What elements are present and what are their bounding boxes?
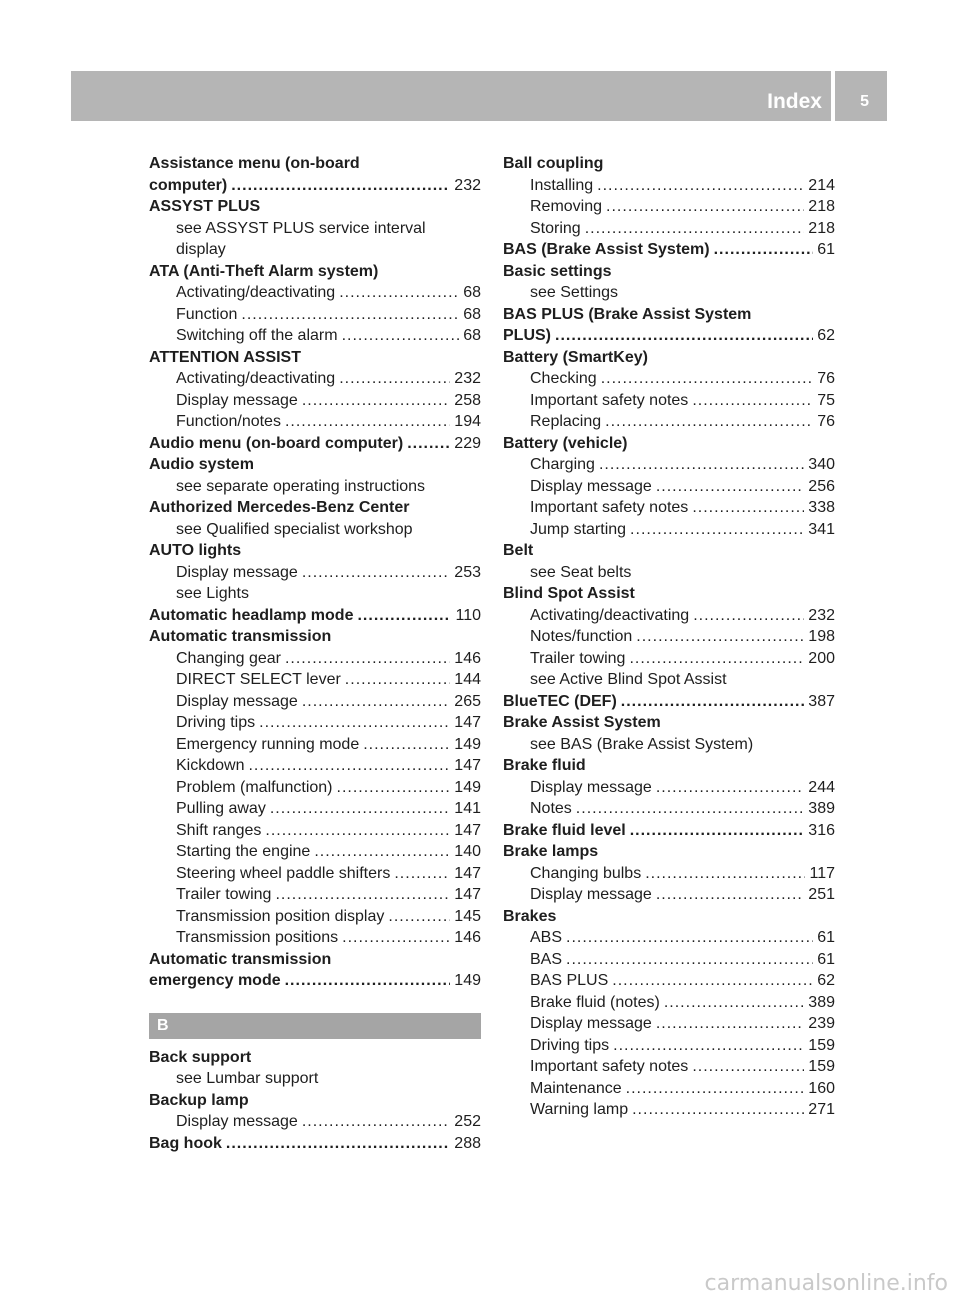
index-subentry[interactable] bbox=[149, 906, 481, 928]
index-heading[interactable] bbox=[503, 691, 835, 713]
dot-leader bbox=[302, 390, 450, 412]
page-reference[interactable]: 68 bbox=[463, 327, 481, 344]
page-reference[interactable]: 160 bbox=[808, 1079, 835, 1097]
entry-text: Driving tips bbox=[530, 1036, 610, 1054]
index-subentry[interactable] bbox=[149, 691, 481, 713]
index-heading: Brake lamps bbox=[503, 843, 599, 860]
index-subentry[interactable] bbox=[149, 669, 481, 691]
page-reference[interactable]: 76 bbox=[817, 370, 835, 387]
page-reference[interactable]: 147 bbox=[454, 886, 481, 903]
dot-leader bbox=[407, 433, 450, 455]
page-reference[interactable]: 147 bbox=[454, 757, 481, 774]
entry-text: Important safety notes bbox=[530, 1058, 689, 1075]
entry-text: Display message bbox=[530, 778, 652, 796]
index-heading: ASSYST PLUS bbox=[149, 198, 261, 215]
dot-leader bbox=[599, 454, 804, 476]
page-reference[interactable]: 214 bbox=[808, 176, 835, 194]
entry-text: Transmission positions bbox=[176, 929, 339, 946]
entry-text: Activating/deactivating bbox=[176, 370, 336, 387]
index-subentry[interactable] bbox=[503, 863, 835, 885]
index-subentry: see Qualified specialist workshop bbox=[176, 520, 413, 538]
index-subentry[interactable] bbox=[149, 648, 481, 670]
page-reference[interactable]: 271 bbox=[808, 1101, 835, 1118]
index-heading: Backup lamp bbox=[149, 1091, 249, 1109]
index-subentry: see Lights bbox=[176, 585, 249, 602]
page-reference[interactable]: 194 bbox=[454, 413, 481, 430]
index-subentry[interactable] bbox=[503, 884, 835, 906]
dot-leader bbox=[339, 282, 459, 304]
entry-text: Warning lamp bbox=[530, 1101, 629, 1118]
dot-leader bbox=[613, 1035, 804, 1057]
dot-leader bbox=[605, 411, 813, 433]
dot-leader bbox=[555, 325, 813, 347]
page-reference[interactable]: 76 bbox=[817, 413, 835, 430]
entry-text: Starting the engine bbox=[176, 843, 311, 860]
page-reference[interactable]: 338 bbox=[808, 499, 835, 516]
dot-leader bbox=[601, 368, 814, 390]
index-heading: BAS PLUS (Brake Assist System bbox=[503, 305, 752, 323]
header-bar bbox=[71, 71, 887, 121]
entry-text: Display message bbox=[530, 477, 652, 495]
page-reference[interactable]: 387 bbox=[808, 692, 835, 710]
index-subentry: see separate operating instructions bbox=[176, 477, 426, 495]
page-reference[interactable]: 149 bbox=[454, 735, 481, 753]
entry-text: Maintenance bbox=[530, 1079, 622, 1097]
index-heading: Ball coupling bbox=[503, 155, 604, 172]
index-subentry[interactable] bbox=[503, 196, 835, 218]
index-subentry[interactable] bbox=[149, 863, 481, 885]
entry-text: DIRECT SELECT lever bbox=[176, 671, 341, 688]
index-subentry[interactable] bbox=[149, 325, 481, 347]
entry-text: Checking bbox=[530, 370, 597, 387]
entry-text: Activating/deactivating bbox=[530, 606, 690, 624]
index-list-a bbox=[149, 153, 481, 992]
entry-text: Audio menu (on-board computer) bbox=[149, 434, 404, 452]
dot-leader bbox=[394, 863, 450, 885]
dot-leader bbox=[342, 325, 460, 347]
page-reference[interactable]: 159 bbox=[808, 1036, 835, 1054]
index-subentry: see Lumbar support bbox=[176, 1070, 319, 1087]
header-divider bbox=[831, 71, 835, 121]
entry-text: Transmission position display bbox=[176, 907, 385, 925]
dot-leader bbox=[339, 368, 450, 390]
page-reference[interactable]: 61 bbox=[817, 950, 835, 968]
index-subentry[interactable] bbox=[503, 218, 835, 240]
dot-leader bbox=[645, 863, 805, 885]
index-subentry: display bbox=[176, 241, 226, 258]
dot-leader bbox=[692, 1056, 804, 1078]
dot-leader bbox=[275, 884, 450, 906]
index-subentry[interactable] bbox=[503, 992, 835, 1014]
dot-leader bbox=[314, 841, 450, 863]
index-subentry: see Settings bbox=[530, 284, 619, 301]
dot-leader bbox=[270, 798, 450, 820]
index-subentry[interactable] bbox=[503, 798, 835, 820]
entry-text: Emergency running mode bbox=[176, 735, 360, 753]
index-subentry[interactable] bbox=[503, 1078, 835, 1100]
dot-leader bbox=[636, 626, 804, 648]
dot-leader bbox=[626, 1078, 805, 1100]
page-reference[interactable]: 288 bbox=[454, 1134, 481, 1152]
dot-leader bbox=[585, 218, 805, 240]
index-subentry[interactable] bbox=[503, 777, 835, 799]
index-subentry[interactable] bbox=[503, 949, 835, 971]
entry-text: Jump starting bbox=[530, 520, 627, 538]
dot-leader bbox=[566, 927, 813, 949]
entry-text: Problem (malfunction) bbox=[176, 778, 333, 796]
index-heading[interactable] bbox=[503, 820, 835, 842]
page-reference[interactable]: 61 bbox=[817, 929, 835, 946]
page-reference[interactable]: 159 bbox=[808, 1058, 835, 1075]
dot-leader bbox=[285, 411, 450, 433]
entry-text: Display message bbox=[530, 886, 652, 903]
dot-leader bbox=[345, 669, 451, 691]
entry-text: Brake fluid level bbox=[503, 821, 626, 839]
page-reference[interactable]: 239 bbox=[808, 1015, 835, 1032]
entry-text: Important safety notes bbox=[530, 499, 689, 516]
dot-leader bbox=[302, 691, 450, 713]
page-reference[interactable]: 149 bbox=[454, 972, 481, 989]
page-reference[interactable]: 218 bbox=[808, 198, 835, 215]
entry-text: Changing bulbs bbox=[530, 864, 642, 882]
dot-leader bbox=[566, 949, 813, 971]
entry-text: Display message bbox=[176, 1113, 298, 1130]
dot-leader bbox=[693, 605, 804, 627]
index-heading: Authorized Mercedes-Benz Center bbox=[149, 499, 410, 516]
index-subentry[interactable] bbox=[149, 368, 481, 390]
index-subentry[interactable] bbox=[503, 368, 835, 390]
page-reference[interactable]: 62 bbox=[817, 972, 835, 989]
index-heading: Battery (SmartKey) bbox=[503, 348, 648, 366]
dot-leader bbox=[302, 1111, 450, 1133]
page-reference[interactable]: 229 bbox=[454, 434, 481, 452]
page-reference[interactable]: 198 bbox=[808, 628, 835, 645]
index-subentry[interactable] bbox=[503, 605, 835, 627]
entry-text: Shift ranges bbox=[176, 821, 262, 839]
page-reference[interactable]: 258 bbox=[454, 391, 481, 409]
section-letter-bar: B bbox=[149, 1013, 481, 1039]
index-subentry[interactable] bbox=[149, 562, 481, 584]
entry-text: Activating/deactivating bbox=[176, 284, 336, 301]
index-heading: Assistance menu (on-board bbox=[149, 155, 360, 172]
dot-leader bbox=[597, 175, 804, 197]
entry-text: Kickdown bbox=[176, 757, 245, 774]
page-reference[interactable]: 61 bbox=[817, 241, 835, 258]
entry-text: Steering wheel paddle shifters bbox=[176, 864, 391, 882]
index-heading: Audio system bbox=[149, 456, 254, 473]
page-reference[interactable]: 265 bbox=[454, 692, 481, 710]
index-subentry[interactable] bbox=[503, 648, 835, 670]
index-heading: Automatic transmission bbox=[149, 628, 332, 645]
dot-leader bbox=[302, 562, 450, 584]
index-heading: Battery (vehicle) bbox=[503, 434, 628, 452]
entry-text: Storing bbox=[530, 219, 581, 237]
index-subentry[interactable] bbox=[149, 798, 481, 820]
index-heading[interactable] bbox=[503, 239, 835, 261]
index-heading: Back support bbox=[149, 1048, 252, 1066]
dot-leader bbox=[692, 390, 813, 412]
index-subentry: see Seat belts bbox=[530, 563, 632, 581]
entry-text: Pulling away bbox=[176, 800, 266, 817]
entry-text: Trailer towing bbox=[530, 649, 626, 667]
page-reference[interactable]: 62 bbox=[817, 327, 835, 344]
index-heading: ATA (Anti-Theft Alarm system) bbox=[149, 262, 379, 280]
index-subentry[interactable] bbox=[149, 841, 481, 863]
dot-leader bbox=[285, 648, 450, 670]
page-reference[interactable]: 117 bbox=[809, 864, 835, 882]
entry-text: Bag hook bbox=[149, 1134, 222, 1152]
dot-leader bbox=[265, 820, 450, 842]
index-column-left bbox=[149, 153, 481, 1154]
index-subentry[interactable] bbox=[149, 755, 481, 777]
dot-leader bbox=[621, 691, 805, 713]
watermark: carmanualsonline.info bbox=[704, 1271, 948, 1296]
index-heading: Belt bbox=[503, 542, 534, 559]
entry-text: Changing gear bbox=[176, 649, 281, 667]
index-subentry[interactable] bbox=[149, 304, 481, 326]
index-heading[interactable] bbox=[503, 325, 835, 347]
page-reference[interactable]: 145 bbox=[454, 907, 481, 925]
entry-text: Notes bbox=[530, 800, 572, 817]
entry-text: Function/notes bbox=[176, 413, 281, 430]
index-subentry[interactable] bbox=[503, 1013, 835, 1035]
page-number: 5 bbox=[860, 93, 869, 110]
entry-text: Notes/function bbox=[530, 628, 633, 645]
page-reference[interactable]: 232 bbox=[454, 176, 481, 194]
index-subentry[interactable] bbox=[149, 390, 481, 412]
index-heading[interactable] bbox=[149, 433, 481, 455]
entry-text: Display message bbox=[176, 391, 298, 409]
entry-text: Display message bbox=[176, 563, 298, 581]
index-heading[interactable] bbox=[149, 605, 481, 627]
dot-leader bbox=[337, 777, 451, 799]
page-reference[interactable]: 147 bbox=[454, 864, 481, 882]
index-subentry[interactable] bbox=[503, 519, 835, 541]
index-subentry[interactable] bbox=[149, 282, 481, 304]
index-subentry[interactable] bbox=[149, 411, 481, 433]
dot-leader bbox=[692, 497, 804, 519]
index-column-right bbox=[503, 153, 835, 1121]
dot-leader bbox=[612, 970, 813, 992]
page-reference[interactable]: 110 bbox=[455, 606, 481, 624]
entry-text: Switching off the alarm bbox=[176, 327, 338, 344]
entry-text: Replacing bbox=[530, 413, 602, 430]
index-subentry[interactable] bbox=[503, 927, 835, 949]
dot-leader bbox=[714, 239, 814, 261]
entry-text: PLUS) bbox=[503, 327, 551, 344]
index-subentry: see ASSYST PLUS service interval bbox=[176, 219, 426, 237]
dot-leader bbox=[656, 777, 804, 799]
entry-text: Automatic headlamp mode bbox=[149, 606, 354, 624]
page-reference[interactable]: 389 bbox=[808, 993, 835, 1011]
dot-leader bbox=[388, 906, 450, 928]
index-heading[interactable] bbox=[149, 970, 481, 992]
page-reference[interactable]: 341 bbox=[808, 520, 835, 538]
dot-leader bbox=[656, 476, 804, 498]
page-reference[interactable]: 218 bbox=[808, 219, 835, 237]
page-reference[interactable]: 340 bbox=[808, 456, 835, 473]
index-list-b bbox=[149, 1047, 481, 1155]
index-heading: Blind Spot Assist bbox=[503, 585, 635, 602]
index-list-b-continued bbox=[503, 153, 835, 1121]
section-title: Index bbox=[767, 90, 822, 113]
dot-leader bbox=[342, 927, 450, 949]
page-reference[interactable]: 389 bbox=[808, 800, 835, 817]
index-subentry: see BAS (Brake Assist System) bbox=[530, 735, 754, 753]
entry-text: Display message bbox=[176, 692, 298, 710]
entry-text: Driving tips bbox=[176, 714, 256, 731]
dot-leader bbox=[259, 712, 450, 734]
page-reference[interactable]: 147 bbox=[454, 714, 481, 731]
entry-text: Removing bbox=[530, 198, 603, 215]
entry-text: computer) bbox=[149, 176, 228, 194]
index-heading[interactable] bbox=[149, 1133, 481, 1155]
dot-leader bbox=[629, 648, 804, 670]
entry-text: BAS PLUS bbox=[530, 972, 609, 989]
page-reference[interactable]: 68 bbox=[463, 305, 481, 323]
index-heading: Brake fluid bbox=[503, 757, 586, 774]
page-reference[interactable]: 144 bbox=[454, 671, 481, 688]
dot-leader bbox=[630, 519, 804, 541]
entry-text: BAS (Brake Assist System) bbox=[503, 241, 710, 258]
index-subentry[interactable] bbox=[503, 476, 835, 498]
index-heading: AUTO lights bbox=[149, 542, 242, 559]
index-subentry[interactable] bbox=[503, 390, 835, 412]
dot-leader bbox=[226, 1133, 450, 1155]
entry-text: Charging bbox=[530, 456, 595, 473]
index-subentry[interactable] bbox=[149, 820, 481, 842]
page-reference[interactable]: 141 bbox=[454, 800, 481, 817]
entry-text: BAS bbox=[530, 950, 563, 968]
index-subentry: see Active Blind Spot Assist bbox=[530, 671, 727, 688]
entry-text: Brake fluid (notes) bbox=[530, 993, 660, 1011]
index-subentry[interactable] bbox=[503, 497, 835, 519]
page-reference[interactable]: 316 bbox=[808, 821, 835, 839]
page-reference[interactable]: 146 bbox=[454, 649, 481, 667]
dot-leader bbox=[630, 820, 805, 842]
index-heading: Brake Assist System bbox=[503, 714, 661, 731]
index-subentry[interactable] bbox=[503, 1056, 835, 1078]
dot-leader bbox=[248, 755, 450, 777]
page-reference[interactable]: 244 bbox=[808, 778, 835, 796]
index-subentry[interactable] bbox=[503, 626, 835, 648]
index-subentry[interactable] bbox=[149, 1111, 481, 1133]
index-subentry[interactable] bbox=[149, 712, 481, 734]
page-reference[interactable]: 149 bbox=[454, 778, 481, 796]
index-heading[interactable] bbox=[149, 175, 481, 197]
dot-leader bbox=[606, 196, 804, 218]
page-reference[interactable]: 75 bbox=[817, 391, 835, 409]
dot-leader bbox=[231, 175, 450, 197]
index-subentry[interactable] bbox=[503, 175, 835, 197]
index-subentry[interactable] bbox=[503, 454, 835, 476]
page-reference[interactable]: 252 bbox=[454, 1113, 481, 1130]
entry-text: BlueTEC (DEF) bbox=[503, 692, 617, 710]
index-subentry[interactable] bbox=[503, 970, 835, 992]
page-reference[interactable]: 68 bbox=[463, 284, 481, 301]
page-reference[interactable]: 256 bbox=[808, 477, 835, 495]
dot-leader bbox=[285, 970, 451, 992]
index-heading: Brakes bbox=[503, 907, 557, 925]
dot-leader bbox=[664, 992, 804, 1014]
page-reference[interactable]: 200 bbox=[808, 649, 835, 667]
index-heading: ATTENTION ASSIST bbox=[149, 348, 301, 366]
page-reference[interactable]: 232 bbox=[454, 370, 481, 387]
dot-leader bbox=[576, 798, 805, 820]
page-reference[interactable]: 140 bbox=[454, 843, 481, 860]
index-subentry[interactable] bbox=[149, 927, 481, 949]
dot-leader bbox=[656, 884, 804, 906]
page-reference[interactable]: 253 bbox=[454, 563, 481, 581]
dot-leader bbox=[357, 605, 451, 627]
page-reference[interactable]: 251 bbox=[808, 886, 835, 903]
entry-text: Installing bbox=[530, 176, 594, 194]
index-subentry[interactable] bbox=[149, 884, 481, 906]
entry-text: ABS bbox=[530, 929, 563, 946]
entry-text: Function bbox=[176, 305, 238, 323]
entry-text: Trailer towing bbox=[176, 886, 272, 903]
dot-leader bbox=[656, 1013, 804, 1035]
entry-text: Display message bbox=[530, 1015, 652, 1032]
page-reference[interactable]: 146 bbox=[454, 929, 481, 946]
entry-text: Important safety notes bbox=[530, 391, 689, 409]
dot-leader bbox=[632, 1099, 804, 1121]
dot-leader bbox=[363, 734, 450, 756]
page-reference[interactable]: 147 bbox=[454, 821, 481, 839]
index-heading: Automatic transmission bbox=[149, 950, 332, 968]
dot-leader bbox=[241, 304, 459, 326]
index-subentry[interactable] bbox=[503, 1035, 835, 1057]
index-subentry[interactable] bbox=[503, 411, 835, 433]
index-subentry[interactable] bbox=[149, 734, 481, 756]
index-heading: Basic settings bbox=[503, 262, 612, 280]
entry-text: emergency mode bbox=[149, 972, 281, 989]
page-reference[interactable]: 232 bbox=[808, 606, 835, 624]
index-subentry[interactable] bbox=[149, 777, 481, 799]
index-subentry[interactable] bbox=[503, 1099, 835, 1121]
